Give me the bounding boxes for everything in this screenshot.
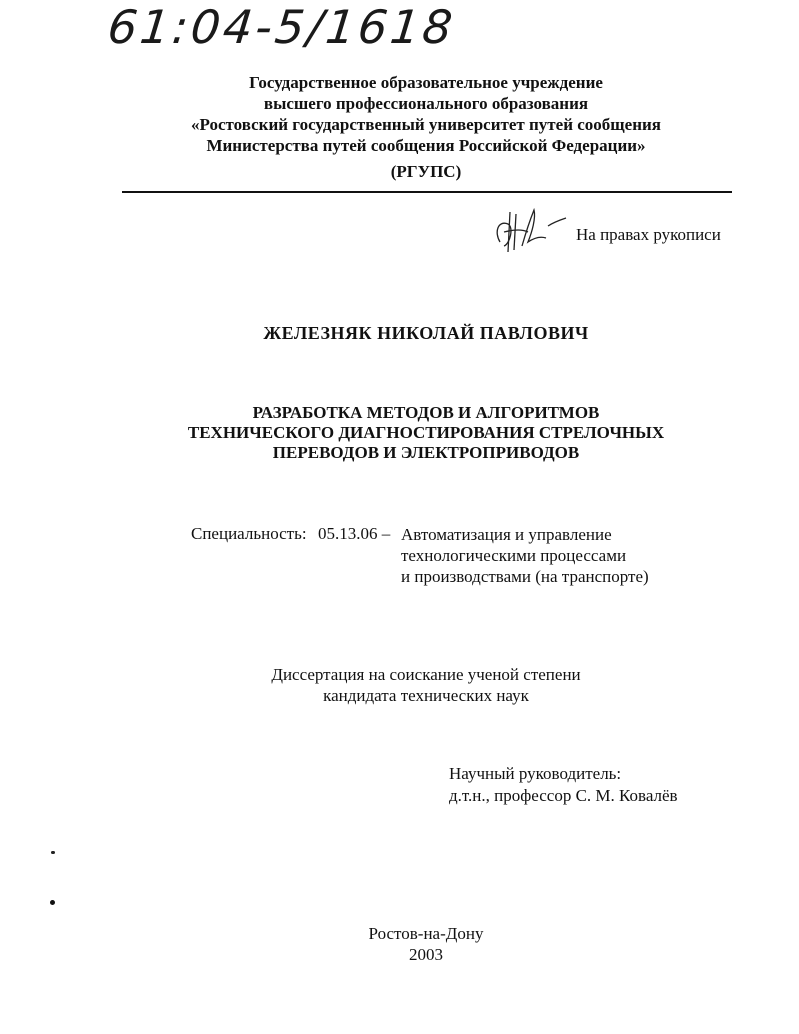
specialty-name [401, 524, 649, 587]
title-line: РАЗРАБОТКА МЕТОДОВ И АЛГОРИТМОВ [252, 403, 600, 422]
institution-block [0, 72, 799, 156]
specialty-name-line: технологическими процессами [401, 546, 627, 565]
supervisor-name: д.т.н., профессор С. М. Ковалёв [449, 786, 678, 805]
year: 2003 [409, 945, 443, 964]
institution-line: Государственное образовательное учреждение [249, 73, 603, 92]
scan-speck [51, 851, 55, 854]
specialty-label: Специальность: [191, 524, 307, 543]
degree-line: Диссертация на соискание ученой степени [271, 665, 581, 684]
degree-statement [0, 664, 799, 706]
imprint [0, 923, 799, 965]
title-line: ПЕРЕВОДОВ И ЭЛЕКТРОПРИВОДОВ [272, 443, 580, 462]
institution-abbreviation: (РГУПС) [390, 162, 462, 181]
institution-line: «Ростовский государственный университет путей сообщения [191, 115, 661, 134]
header-divider [122, 191, 732, 193]
scan-speck [50, 900, 55, 905]
institution-line: высшего профессионального образования [263, 94, 589, 113]
city: Ростов-на-Дону [368, 924, 484, 943]
supervisor-label: Научный руководитель: [449, 764, 622, 783]
degree-line: кандидата технических наук [323, 686, 529, 705]
archive-number-handwritten: 61:04-5/1618 [105, 0, 458, 54]
specialty-code: 05.13.06 – [318, 524, 391, 543]
rights-note: На правах рукописи [576, 225, 721, 244]
supervisor-block [449, 763, 678, 807]
specialty-name-line: и производствами (на транспорте) [401, 567, 649, 586]
author-name: ЖЕЛЕЗНЯК НИКОЛАЙ ПАВЛОВИЧ [263, 323, 589, 343]
title-line: ТЕХНИЧЕСКОГО ДИАГНОСТИРОВАНИЯ СТРЕЛОЧНЫХ [187, 423, 665, 442]
institution-line: Министерства путей сообщения Российской Федерации» [206, 136, 646, 155]
signature-icon [492, 202, 572, 257]
dissertation-title [0, 403, 799, 463]
specialty-name-line: Автоматизация и управление [401, 525, 612, 544]
